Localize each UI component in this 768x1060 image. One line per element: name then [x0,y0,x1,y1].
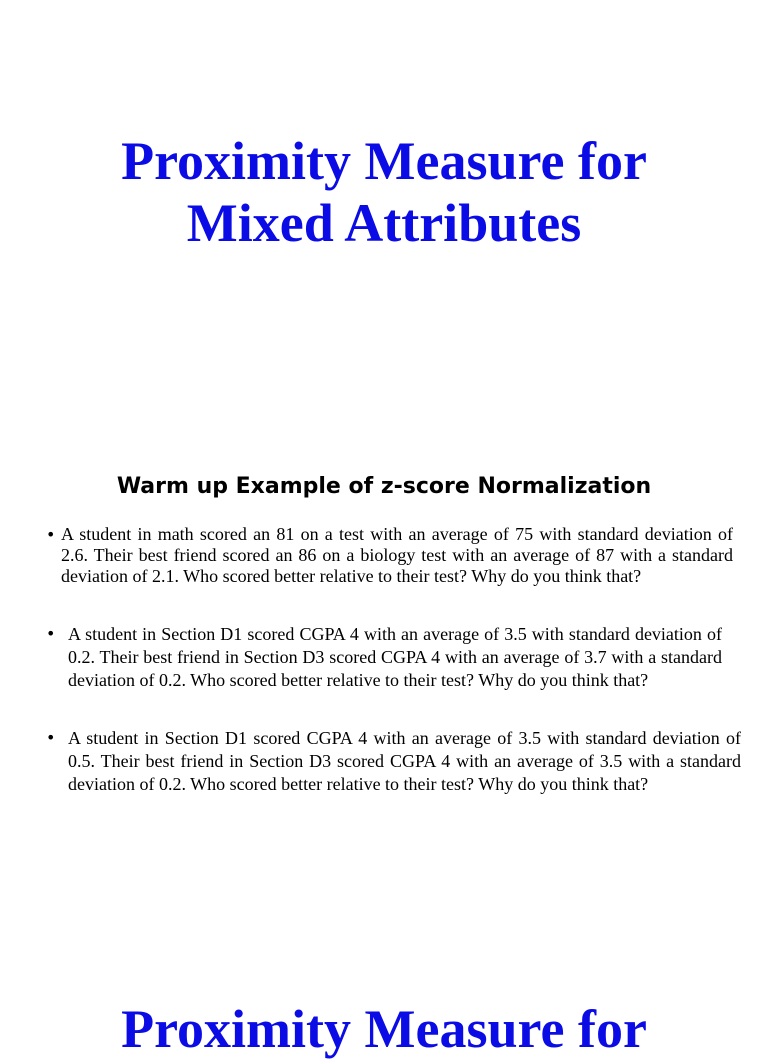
bullet-text: A student in math scored an 81 on a test with an average of 75 with standard deviation of 2.6. Their best friend scored an 86 on a biology test with an average of 87 with a standard deviation of 2.1. Who scored better relative to their test? Why do you think that? [61,524,733,586]
slide-title-line-2: Mixed Attributes [186,193,582,253]
bullet-text: A student in Section D1 scored CGPA 4 with an average of 3.5 with standard deviation of 0.2. Their best friend in Section D3 scored CGPA 4 with an average of 3.7 with a standard deviation of 0.2. Who scored better relative to their test? Why do you think that? [68,624,722,690]
bullet-marker: • [46,525,56,544]
next-slide-title [0,998,768,1060]
section-heading: Warm up Example of z-score Normalization [116,474,652,499]
next-slide-title-line-1: Proximity Measure for [121,999,647,1059]
bullet-marker: • [46,624,56,643]
slide-title-line-1: Proximity Measure for [121,131,647,191]
bullet-marker: • [46,728,56,747]
slide-title [0,130,768,254]
bullet-text: A student in Section D1 scored CGPA 4 with an average of 3.5 with standard deviation of 0.5. Their best friend in Section D3 scored CGPA 4 with an average of 3.5 with a standard deviation of 0.2. Who scored better relative to their test? Why do you think that? [68,728,741,794]
